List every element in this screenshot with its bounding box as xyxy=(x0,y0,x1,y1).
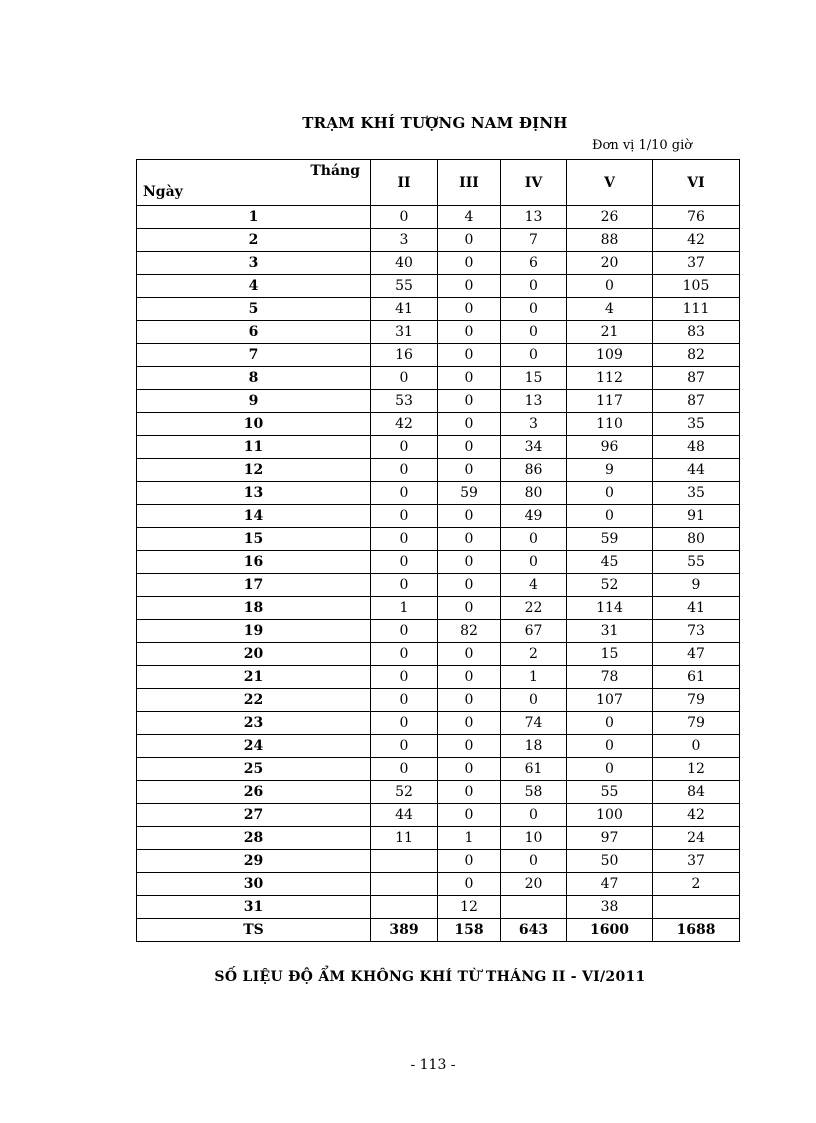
day-cell: 27 xyxy=(137,804,371,827)
header-corner-cell xyxy=(137,160,371,206)
value-cell: 87 xyxy=(653,367,740,390)
value-cell: 0 xyxy=(567,505,653,528)
value-cell: 0 xyxy=(438,689,501,712)
table-row xyxy=(137,298,740,321)
day-cell: 15 xyxy=(137,528,371,551)
header-month-V: V xyxy=(567,160,653,206)
value-cell: 0 xyxy=(371,574,438,597)
value-cell: 0 xyxy=(438,804,501,827)
value-cell: 0 xyxy=(438,735,501,758)
value-cell: 112 xyxy=(567,367,653,390)
table-row xyxy=(137,850,740,873)
value-cell: 15 xyxy=(567,643,653,666)
value-cell: 26 xyxy=(567,206,653,229)
value-cell: 111 xyxy=(653,298,740,321)
value-cell: 13 xyxy=(501,206,567,229)
value-cell: 0 xyxy=(438,505,501,528)
value-cell: 45 xyxy=(567,551,653,574)
table-row xyxy=(137,873,740,896)
day-cell: 7 xyxy=(137,344,371,367)
value-cell: 0 xyxy=(567,712,653,735)
value-cell: 0 xyxy=(438,344,501,367)
value-cell: 61 xyxy=(653,666,740,689)
value-cell: 42 xyxy=(653,804,740,827)
value-cell: 0 xyxy=(438,436,501,459)
table-row xyxy=(137,712,740,735)
value-cell: 0 xyxy=(567,735,653,758)
value-cell: 0 xyxy=(567,482,653,505)
table-row xyxy=(137,275,740,298)
value-cell: 58 xyxy=(501,781,567,804)
value-cell: 0 xyxy=(438,252,501,275)
table-body xyxy=(137,206,740,919)
value-cell: 84 xyxy=(653,781,740,804)
value-cell: 0 xyxy=(501,804,567,827)
value-cell: 4 xyxy=(438,206,501,229)
value-cell: 0 xyxy=(567,758,653,781)
value-cell xyxy=(371,896,438,919)
day-cell: 11 xyxy=(137,436,371,459)
header-thang: Tháng xyxy=(310,163,360,179)
value-cell: 0 xyxy=(501,275,567,298)
value-cell: 50 xyxy=(567,850,653,873)
total-label: TS xyxy=(137,919,371,942)
value-cell: 61 xyxy=(501,758,567,781)
value-cell: 12 xyxy=(438,896,501,919)
value-cell: 1 xyxy=(438,827,501,850)
value-cell: 96 xyxy=(567,436,653,459)
value-cell: 47 xyxy=(653,643,740,666)
table-row xyxy=(137,390,740,413)
table-row xyxy=(137,896,740,919)
value-cell: 105 xyxy=(653,275,740,298)
value-cell xyxy=(371,873,438,896)
table-row xyxy=(137,758,740,781)
value-cell: 117 xyxy=(567,390,653,413)
day-cell: 19 xyxy=(137,620,371,643)
value-cell: 0 xyxy=(438,643,501,666)
value-cell: 52 xyxy=(371,781,438,804)
value-cell: 0 xyxy=(501,551,567,574)
value-cell: 0 xyxy=(501,528,567,551)
value-cell: 73 xyxy=(653,620,740,643)
value-cell: 9 xyxy=(567,459,653,482)
day-cell: 21 xyxy=(137,666,371,689)
value-cell: 31 xyxy=(567,620,653,643)
table-row xyxy=(137,367,740,390)
table-row xyxy=(137,781,740,804)
value-cell: 97 xyxy=(567,827,653,850)
table-row xyxy=(137,666,740,689)
table-row xyxy=(137,321,740,344)
value-cell: 0 xyxy=(438,229,501,252)
value-cell: 86 xyxy=(501,459,567,482)
value-cell: 12 xyxy=(653,758,740,781)
day-cell: 8 xyxy=(137,367,371,390)
value-cell: 0 xyxy=(501,344,567,367)
value-cell: 0 xyxy=(438,459,501,482)
value-cell: 100 xyxy=(567,804,653,827)
day-cell: 3 xyxy=(137,252,371,275)
day-cell: 31 xyxy=(137,896,371,919)
value-cell: 0 xyxy=(371,758,438,781)
value-cell: 80 xyxy=(501,482,567,505)
unit-label: Đơn vị 1/10 giờ xyxy=(592,138,693,153)
value-cell: 79 xyxy=(653,689,740,712)
value-cell: 37 xyxy=(653,252,740,275)
value-cell xyxy=(371,850,438,873)
table-row xyxy=(137,574,740,597)
table-row xyxy=(137,252,740,275)
value-cell: 0 xyxy=(371,436,438,459)
value-cell: 34 xyxy=(501,436,567,459)
table-row xyxy=(137,689,740,712)
total-cell: 1688 xyxy=(653,919,740,942)
data-table xyxy=(136,159,740,942)
day-cell: 1 xyxy=(137,206,371,229)
value-cell: 13 xyxy=(501,390,567,413)
value-cell: 47 xyxy=(567,873,653,896)
value-cell: 4 xyxy=(501,574,567,597)
day-cell: 24 xyxy=(137,735,371,758)
value-cell: 0 xyxy=(371,367,438,390)
table-row xyxy=(137,413,740,436)
header-month-II: II xyxy=(371,160,438,206)
value-cell: 0 xyxy=(371,482,438,505)
value-cell: 0 xyxy=(371,620,438,643)
day-cell: 20 xyxy=(137,643,371,666)
value-cell: 0 xyxy=(371,528,438,551)
value-cell: 0 xyxy=(438,298,501,321)
day-cell: 17 xyxy=(137,574,371,597)
total-cell: 389 xyxy=(371,919,438,942)
value-cell: 38 xyxy=(567,896,653,919)
value-cell xyxy=(501,896,567,919)
value-cell: 35 xyxy=(653,413,740,436)
value-cell: 0 xyxy=(371,735,438,758)
value-cell: 76 xyxy=(653,206,740,229)
table-row xyxy=(137,229,740,252)
table-row xyxy=(137,459,740,482)
value-cell: 78 xyxy=(567,666,653,689)
value-cell: 20 xyxy=(567,252,653,275)
value-cell: 80 xyxy=(653,528,740,551)
value-cell: 0 xyxy=(567,275,653,298)
day-cell: 18 xyxy=(137,597,371,620)
value-cell: 41 xyxy=(371,298,438,321)
value-cell: 2 xyxy=(501,643,567,666)
value-cell: 0 xyxy=(438,781,501,804)
table-row xyxy=(137,505,740,528)
total-cell: 1600 xyxy=(567,919,653,942)
day-cell: 14 xyxy=(137,505,371,528)
table-row xyxy=(137,551,740,574)
table-row xyxy=(137,735,740,758)
value-cell: 0 xyxy=(501,321,567,344)
value-cell: 42 xyxy=(371,413,438,436)
day-cell: 28 xyxy=(137,827,371,850)
header-month-IV: IV xyxy=(501,160,567,206)
value-cell: 44 xyxy=(653,459,740,482)
value-cell: 0 xyxy=(501,850,567,873)
value-cell: 0 xyxy=(653,735,740,758)
total-row xyxy=(137,919,740,942)
value-cell: 0 xyxy=(501,298,567,321)
value-cell: 0 xyxy=(438,413,501,436)
value-cell: 79 xyxy=(653,712,740,735)
value-cell: 20 xyxy=(501,873,567,896)
value-cell: 110 xyxy=(567,413,653,436)
value-cell: 91 xyxy=(653,505,740,528)
day-cell: 9 xyxy=(137,390,371,413)
value-cell: 55 xyxy=(653,551,740,574)
total-cell: 643 xyxy=(501,919,567,942)
value-cell: 1 xyxy=(501,666,567,689)
value-cell: 22 xyxy=(501,597,567,620)
table-row xyxy=(137,643,740,666)
value-cell: 1 xyxy=(371,597,438,620)
value-cell: 109 xyxy=(567,344,653,367)
day-cell: 29 xyxy=(137,850,371,873)
value-cell: 10 xyxy=(501,827,567,850)
value-cell: 0 xyxy=(438,551,501,574)
value-cell: 0 xyxy=(371,689,438,712)
value-cell: 35 xyxy=(653,482,740,505)
day-cell: 6 xyxy=(137,321,371,344)
value-cell: 0 xyxy=(438,367,501,390)
header-month-III: III xyxy=(438,160,501,206)
value-cell: 0 xyxy=(438,873,501,896)
value-cell: 88 xyxy=(567,229,653,252)
table-row xyxy=(137,528,740,551)
value-cell: 0 xyxy=(438,275,501,298)
value-cell: 0 xyxy=(438,850,501,873)
value-cell: 49 xyxy=(501,505,567,528)
day-cell: 12 xyxy=(137,459,371,482)
value-cell: 11 xyxy=(371,827,438,850)
value-cell: 0 xyxy=(371,551,438,574)
page-number: - 113 - xyxy=(410,1057,456,1073)
day-cell: 22 xyxy=(137,689,371,712)
value-cell: 0 xyxy=(371,666,438,689)
value-cell: 15 xyxy=(501,367,567,390)
value-cell: 0 xyxy=(371,643,438,666)
value-cell: 59 xyxy=(567,528,653,551)
value-cell: 0 xyxy=(371,459,438,482)
value-cell: 55 xyxy=(371,275,438,298)
value-cell: 42 xyxy=(653,229,740,252)
value-cell: 0 xyxy=(438,666,501,689)
table-row xyxy=(137,436,740,459)
value-cell: 0 xyxy=(438,574,501,597)
value-cell: 107 xyxy=(567,689,653,712)
value-cell: 44 xyxy=(371,804,438,827)
table-row xyxy=(137,827,740,850)
value-cell: 21 xyxy=(567,321,653,344)
value-cell: 2 xyxy=(653,873,740,896)
value-cell: 67 xyxy=(501,620,567,643)
table-row xyxy=(137,597,740,620)
day-cell: 2 xyxy=(137,229,371,252)
table-row xyxy=(137,206,740,229)
value-cell: 0 xyxy=(438,597,501,620)
value-cell: 0 xyxy=(501,689,567,712)
value-cell: 82 xyxy=(653,344,740,367)
value-cell: 41 xyxy=(653,597,740,620)
value-cell: 3 xyxy=(501,413,567,436)
value-cell: 0 xyxy=(371,505,438,528)
table-header-row xyxy=(137,160,740,206)
table-row xyxy=(137,344,740,367)
value-cell: 16 xyxy=(371,344,438,367)
value-cell: 52 xyxy=(567,574,653,597)
value-cell: 9 xyxy=(653,574,740,597)
value-cell: 3 xyxy=(371,229,438,252)
value-cell: 0 xyxy=(438,321,501,344)
value-cell: 48 xyxy=(653,436,740,459)
day-cell: 4 xyxy=(137,275,371,298)
total-cell: 158 xyxy=(438,919,501,942)
value-cell: 7 xyxy=(501,229,567,252)
day-cell: 5 xyxy=(137,298,371,321)
day-cell: 10 xyxy=(137,413,371,436)
value-cell: 0 xyxy=(438,712,501,735)
value-cell: 0 xyxy=(438,758,501,781)
value-cell: 0 xyxy=(438,528,501,551)
table-row xyxy=(137,620,740,643)
value-cell: 0 xyxy=(371,712,438,735)
day-cell: 23 xyxy=(137,712,371,735)
value-cell: 74 xyxy=(501,712,567,735)
day-cell: 25 xyxy=(137,758,371,781)
day-cell: 26 xyxy=(137,781,371,804)
day-cell: 16 xyxy=(137,551,371,574)
value-cell: 114 xyxy=(567,597,653,620)
value-cell: 24 xyxy=(653,827,740,850)
page-title: TRẠM KHÍ TƯỢNG NAM ĐỊNH xyxy=(302,114,568,132)
value-cell: 0 xyxy=(438,390,501,413)
value-cell: 82 xyxy=(438,620,501,643)
value-cell: 53 xyxy=(371,390,438,413)
value-cell: 18 xyxy=(501,735,567,758)
table-row xyxy=(137,482,740,505)
header-month-VI: VI xyxy=(653,160,740,206)
value-cell: 59 xyxy=(438,482,501,505)
value-cell: 83 xyxy=(653,321,740,344)
value-cell: 0 xyxy=(371,206,438,229)
header-ngay: Ngày xyxy=(143,184,183,200)
table-caption: SỐ LIỆU ĐỘ ẨM KHÔNG KHÍ TỪ THÁNG II - VI/2011 xyxy=(214,969,646,985)
value-cell: 6 xyxy=(501,252,567,275)
value-cell: 31 xyxy=(371,321,438,344)
value-cell: 4 xyxy=(567,298,653,321)
table-row xyxy=(137,804,740,827)
value-cell: 87 xyxy=(653,390,740,413)
day-cell: 13 xyxy=(137,482,371,505)
value-cell: 40 xyxy=(371,252,438,275)
day-cell: 30 xyxy=(137,873,371,896)
value-cell: 55 xyxy=(567,781,653,804)
value-cell: 37 xyxy=(653,850,740,873)
value-cell xyxy=(653,896,740,919)
